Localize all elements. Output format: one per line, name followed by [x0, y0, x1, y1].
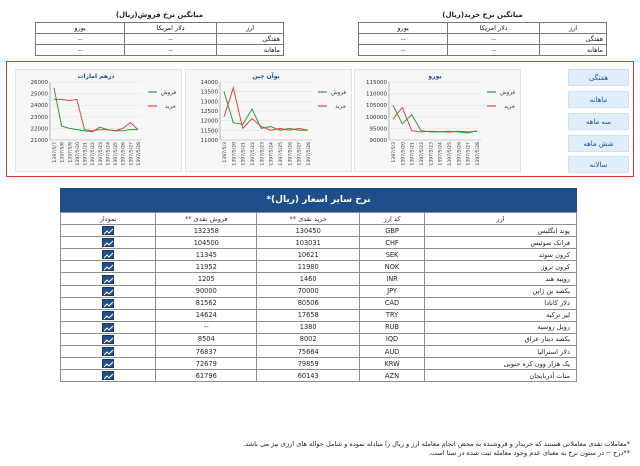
x-tick-label: 1397/5/3	[223, 142, 228, 163]
x-tick-label: 1397/5/22	[251, 142, 256, 166]
period-weekly-button[interactable]: هفتگی	[568, 69, 629, 86]
currency-name: روبل روسیه	[424, 321, 576, 333]
value-eur-weekly: --	[36, 34, 125, 45]
table-row	[61, 261, 577, 273]
currency-name: دلار استرالیا	[424, 346, 576, 358]
chart-icon[interactable]	[102, 250, 114, 259]
chart-icon[interactable]	[102, 299, 114, 308]
currency-name: یک هزار وون کره جنوبی	[424, 358, 576, 370]
currency-code: GBP	[360, 225, 425, 237]
value-usd-monthly: --	[448, 45, 540, 56]
header-usd: دلار امریکا	[448, 23, 540, 34]
col-buy: خرید نقدی **	[257, 213, 360, 225]
y-tick-label: 11500	[200, 128, 218, 135]
currency-code: CAD	[360, 297, 425, 309]
header-currency: ارز	[540, 23, 607, 34]
footnotes	[20, 440, 630, 458]
x-tick-label: 1397/5/24	[106, 142, 112, 166]
x-tick-label: 1397/5/28	[476, 142, 481, 166]
sell-rate: 61796	[156, 370, 257, 382]
y-tick-label: 14000	[200, 80, 218, 86]
table-row	[61, 333, 577, 345]
header-eur: یورو	[359, 23, 448, 34]
currency-name: پوند انگلیس	[424, 225, 576, 237]
sell-rate: 1205	[156, 273, 257, 285]
sell-rate: 90000	[156, 285, 257, 297]
row-label-weekly: هفتگی	[540, 34, 607, 45]
x-tick-label: 1397/5/26	[288, 142, 294, 166]
currency-name: لیر ترکیه	[424, 309, 576, 321]
chart-aed	[15, 69, 182, 172]
currency-name: منات آذربایجان	[424, 370, 576, 382]
row-label-weekly: هفتگی	[217, 34, 284, 45]
x-tick-label: 1397/5/21	[410, 142, 416, 166]
x-tick-label: 1397/5/9	[68, 142, 74, 163]
buy-rate: 17658	[257, 309, 360, 321]
x-tick-label: 1397/5/26	[121, 142, 127, 166]
currency-code: JPY	[360, 285, 425, 297]
sell-rate: 72679	[156, 358, 257, 370]
x-tick-label: 1397/5/20	[232, 142, 238, 166]
y-tick-label: 24000	[30, 103, 48, 110]
sell-average-title: میانگین نرخ فروش(ریال)	[115, 11, 204, 19]
buy-average-table	[358, 22, 607, 56]
y-tick-label: 21000	[30, 138, 48, 144]
sell-rate: 132358	[156, 225, 257, 237]
currency-code: AZN	[360, 370, 425, 382]
chart-cell	[61, 346, 156, 358]
y-tick-label: 12500	[200, 109, 218, 115]
x-tick-label: 1397/5/8	[60, 142, 66, 163]
currency-code: TRY	[360, 309, 425, 321]
sell-rate: 14624	[156, 309, 257, 321]
y-tick-label: 13000	[200, 99, 218, 106]
table-row	[61, 249, 577, 261]
x-tick-label: 1397/5/28	[137, 142, 142, 166]
y-tick-label: 115000	[366, 80, 387, 86]
y-tick-label: 22000	[30, 126, 48, 133]
x-tick-label: 1397/5/28	[307, 142, 312, 166]
value-usd-weekly: --	[448, 34, 540, 45]
chart-cny	[185, 69, 352, 172]
x-tick-label: 1397/5/20	[401, 142, 407, 166]
currency-code: CHF	[360, 237, 425, 249]
x-tick-label: 1397/5/22	[91, 142, 97, 166]
col-code: کد ارز	[360, 213, 425, 225]
chart-icon[interactable]	[102, 275, 114, 284]
sell-rate: --	[156, 321, 257, 333]
buy-rate: 130450	[257, 225, 360, 237]
value-usd-monthly: --	[125, 45, 217, 56]
table-row	[61, 297, 577, 309]
legend-label: خرید	[335, 104, 346, 110]
legend-label: خرید	[504, 104, 515, 110]
currency-name: دلار کانادا	[424, 297, 576, 309]
x-tick-label: 1397/5/25	[114, 142, 120, 166]
sell-rate: 8504	[156, 333, 257, 345]
series-line-buy	[224, 88, 308, 131]
col-currency: ارز	[424, 213, 576, 225]
legend-label: فروش	[330, 90, 346, 96]
x-tick-label: 1397/5/21	[241, 142, 247, 166]
x-tick-label: 1397/5/22	[420, 142, 425, 166]
y-tick-label: 26000	[30, 80, 48, 86]
sell-rate: 11952	[156, 261, 257, 273]
chart-cell	[61, 225, 156, 237]
currency-name: روپیه هند	[424, 273, 576, 285]
currency-code: SEK	[360, 249, 425, 261]
chart-cell	[61, 249, 156, 261]
rates-table-title: نرخ سایر اسعار (ریال)*	[60, 188, 577, 212]
currency-code: RUB	[360, 321, 425, 333]
chart-title: یوآن چین	[252, 73, 280, 80]
chart-cell	[61, 285, 156, 297]
rates-table	[60, 212, 577, 382]
x-tick-label: 1397/5/23	[429, 142, 435, 166]
chart-title: درهم امارات	[77, 73, 115, 80]
series-line-sell	[393, 105, 477, 133]
chart-cell	[61, 370, 156, 382]
header-currency: ارز	[217, 23, 284, 34]
buy-rate: 60143	[257, 370, 360, 382]
table-row	[61, 237, 577, 249]
chart-cell	[61, 321, 156, 333]
table-row	[61, 285, 577, 297]
currency-name: کرون نروژ	[424, 261, 576, 273]
x-tick-label: 1397/5/26	[457, 142, 463, 166]
x-tick-label: 1397/5/23	[98, 142, 104, 166]
period-3month-button[interactable]: سه ماهه	[568, 113, 629, 130]
chart-icon[interactable]	[102, 347, 114, 356]
legend-label: فروش	[160, 90, 176, 96]
table-row	[61, 309, 577, 321]
chart-icon[interactable]	[102, 238, 114, 247]
x-tick-label: 1397/5/25	[448, 142, 453, 166]
y-tick-label: 100000	[366, 114, 387, 121]
currency-name: فرانک سوئیس	[424, 237, 576, 249]
y-tick-label: 105000	[366, 103, 387, 110]
chart-title: یورو	[428, 73, 442, 80]
row-label-monthly: ماهانه	[217, 45, 284, 56]
x-tick-label: 1397/5/21	[83, 142, 89, 166]
chart-icon[interactable]	[102, 371, 114, 380]
col-sell: فروش نقدی **	[156, 213, 257, 225]
x-tick-label: 1397/5/7	[53, 142, 58, 163]
header-usd: دلار امریکا	[125, 23, 217, 34]
table-row	[61, 273, 577, 285]
y-tick-label: 90000	[369, 138, 387, 144]
chart-eur	[354, 69, 521, 172]
chart-cell	[61, 261, 156, 273]
table-row	[61, 358, 577, 370]
currency-code: NOK	[360, 261, 425, 273]
y-tick-label: 95000	[369, 126, 387, 133]
buy-rate: 1460	[257, 273, 360, 285]
chart-cell	[61, 333, 156, 345]
chart-icon[interactable]	[102, 287, 114, 296]
chart-cell	[61, 309, 156, 321]
buy-rate: 103031	[257, 237, 360, 249]
table-row	[61, 346, 577, 358]
chart-cell	[61, 297, 156, 309]
row-label-monthly: ماهانه	[540, 45, 607, 56]
chart-cell	[61, 358, 156, 370]
footnote-2: **درج -- در ستون نرخ به معنای عدم وجود معامله ثبت شده در سنا است.	[428, 449, 630, 457]
x-tick-label: 1397/5/25	[279, 142, 284, 166]
x-tick-label: 1397/5/27	[466, 142, 472, 166]
currency-code: AUD	[360, 346, 425, 358]
buy-rate: 1380	[257, 321, 360, 333]
buy-rate: 70000	[257, 285, 360, 297]
chart-icon[interactable]	[102, 262, 114, 271]
y-tick-label: 13500	[200, 89, 218, 96]
x-tick-label: 1397/5/24	[269, 142, 275, 166]
buy-rate: 8002	[257, 333, 360, 345]
buy-rate: 79859	[257, 358, 360, 370]
currency-code: IQD	[360, 333, 425, 345]
currency-name: یکصد دینار عراق	[424, 333, 576, 345]
chart-icon[interactable]	[102, 311, 114, 320]
y-tick-label: 11000	[200, 138, 218, 144]
buy-average-block	[358, 9, 607, 56]
buy-rate: 80506	[257, 297, 360, 309]
legend-label: خرید	[165, 104, 176, 110]
buy-rate: 10621	[257, 249, 360, 261]
x-tick-label: 1397/5/20	[75, 142, 81, 166]
sell-rate: 76837	[156, 346, 257, 358]
y-tick-label: 12000	[200, 118, 218, 125]
period-yearly-button[interactable]: سالانه	[568, 156, 629, 173]
x-tick-label: 1397/5/27	[129, 142, 135, 166]
currency-name: یکصد ین ژاپن	[424, 285, 576, 297]
series-line-buy	[54, 99, 138, 130]
sell-average-table	[35, 22, 284, 56]
other-rates-section	[60, 188, 577, 382]
currency-name: کرون سوئد	[424, 249, 576, 261]
sell-rate: 81562	[156, 297, 257, 309]
header-eur: یورو	[36, 23, 125, 34]
footnote-1: *معاملات نقدی معاملاتی هستند که خریدار و فروشنده به محض انجام معامله ارز و ریال را مبادله نموده و شامل حواله های ارزی نیز می باشد.	[243, 440, 630, 448]
col-chart: نمودار	[61, 213, 156, 225]
y-tick-label: 110000	[366, 91, 387, 98]
currency-code: KRW	[360, 358, 425, 370]
sell-rate: 11345	[156, 249, 257, 261]
x-tick-label: 1397/5/23	[260, 142, 266, 166]
buy-average-title: میانگین نرخ خرید(ریال)	[442, 11, 523, 19]
value-eur-monthly: --	[36, 45, 125, 56]
y-tick-label: 25000	[30, 91, 48, 98]
x-tick-label: 1397/5/27	[297, 142, 303, 166]
table-row	[61, 225, 577, 237]
chart-icon[interactable]	[102, 335, 114, 344]
buy-rate: 75664	[257, 346, 360, 358]
series-line-sell	[54, 88, 138, 132]
x-tick-label: 1397/5/24	[438, 142, 444, 166]
sell-average-block	[35, 9, 284, 56]
charts-panel	[6, 61, 634, 177]
table-row	[61, 321, 577, 333]
y-tick-label: 23000	[30, 114, 48, 121]
chart-icon[interactable]	[102, 226, 114, 235]
buy-rate: 11980	[257, 261, 360, 273]
legend-label: فروش	[499, 90, 515, 96]
value-eur-weekly: --	[359, 34, 448, 45]
period-monthly-button[interactable]: ماهانه	[568, 91, 629, 108]
chart-cell	[61, 273, 156, 285]
sell-rate: 104500	[156, 237, 257, 249]
x-tick-label: 1397/5/3	[392, 142, 397, 163]
chart-cell	[61, 237, 156, 249]
chart-icon[interactable]	[102, 359, 114, 368]
currency-code: INR	[360, 273, 425, 285]
period-6month-button[interactable]: شش ماهه	[568, 135, 629, 152]
chart-icon[interactable]	[102, 323, 114, 332]
value-eur-monthly: --	[359, 45, 448, 56]
value-usd-weekly: --	[125, 34, 217, 45]
table-row	[61, 370, 577, 382]
